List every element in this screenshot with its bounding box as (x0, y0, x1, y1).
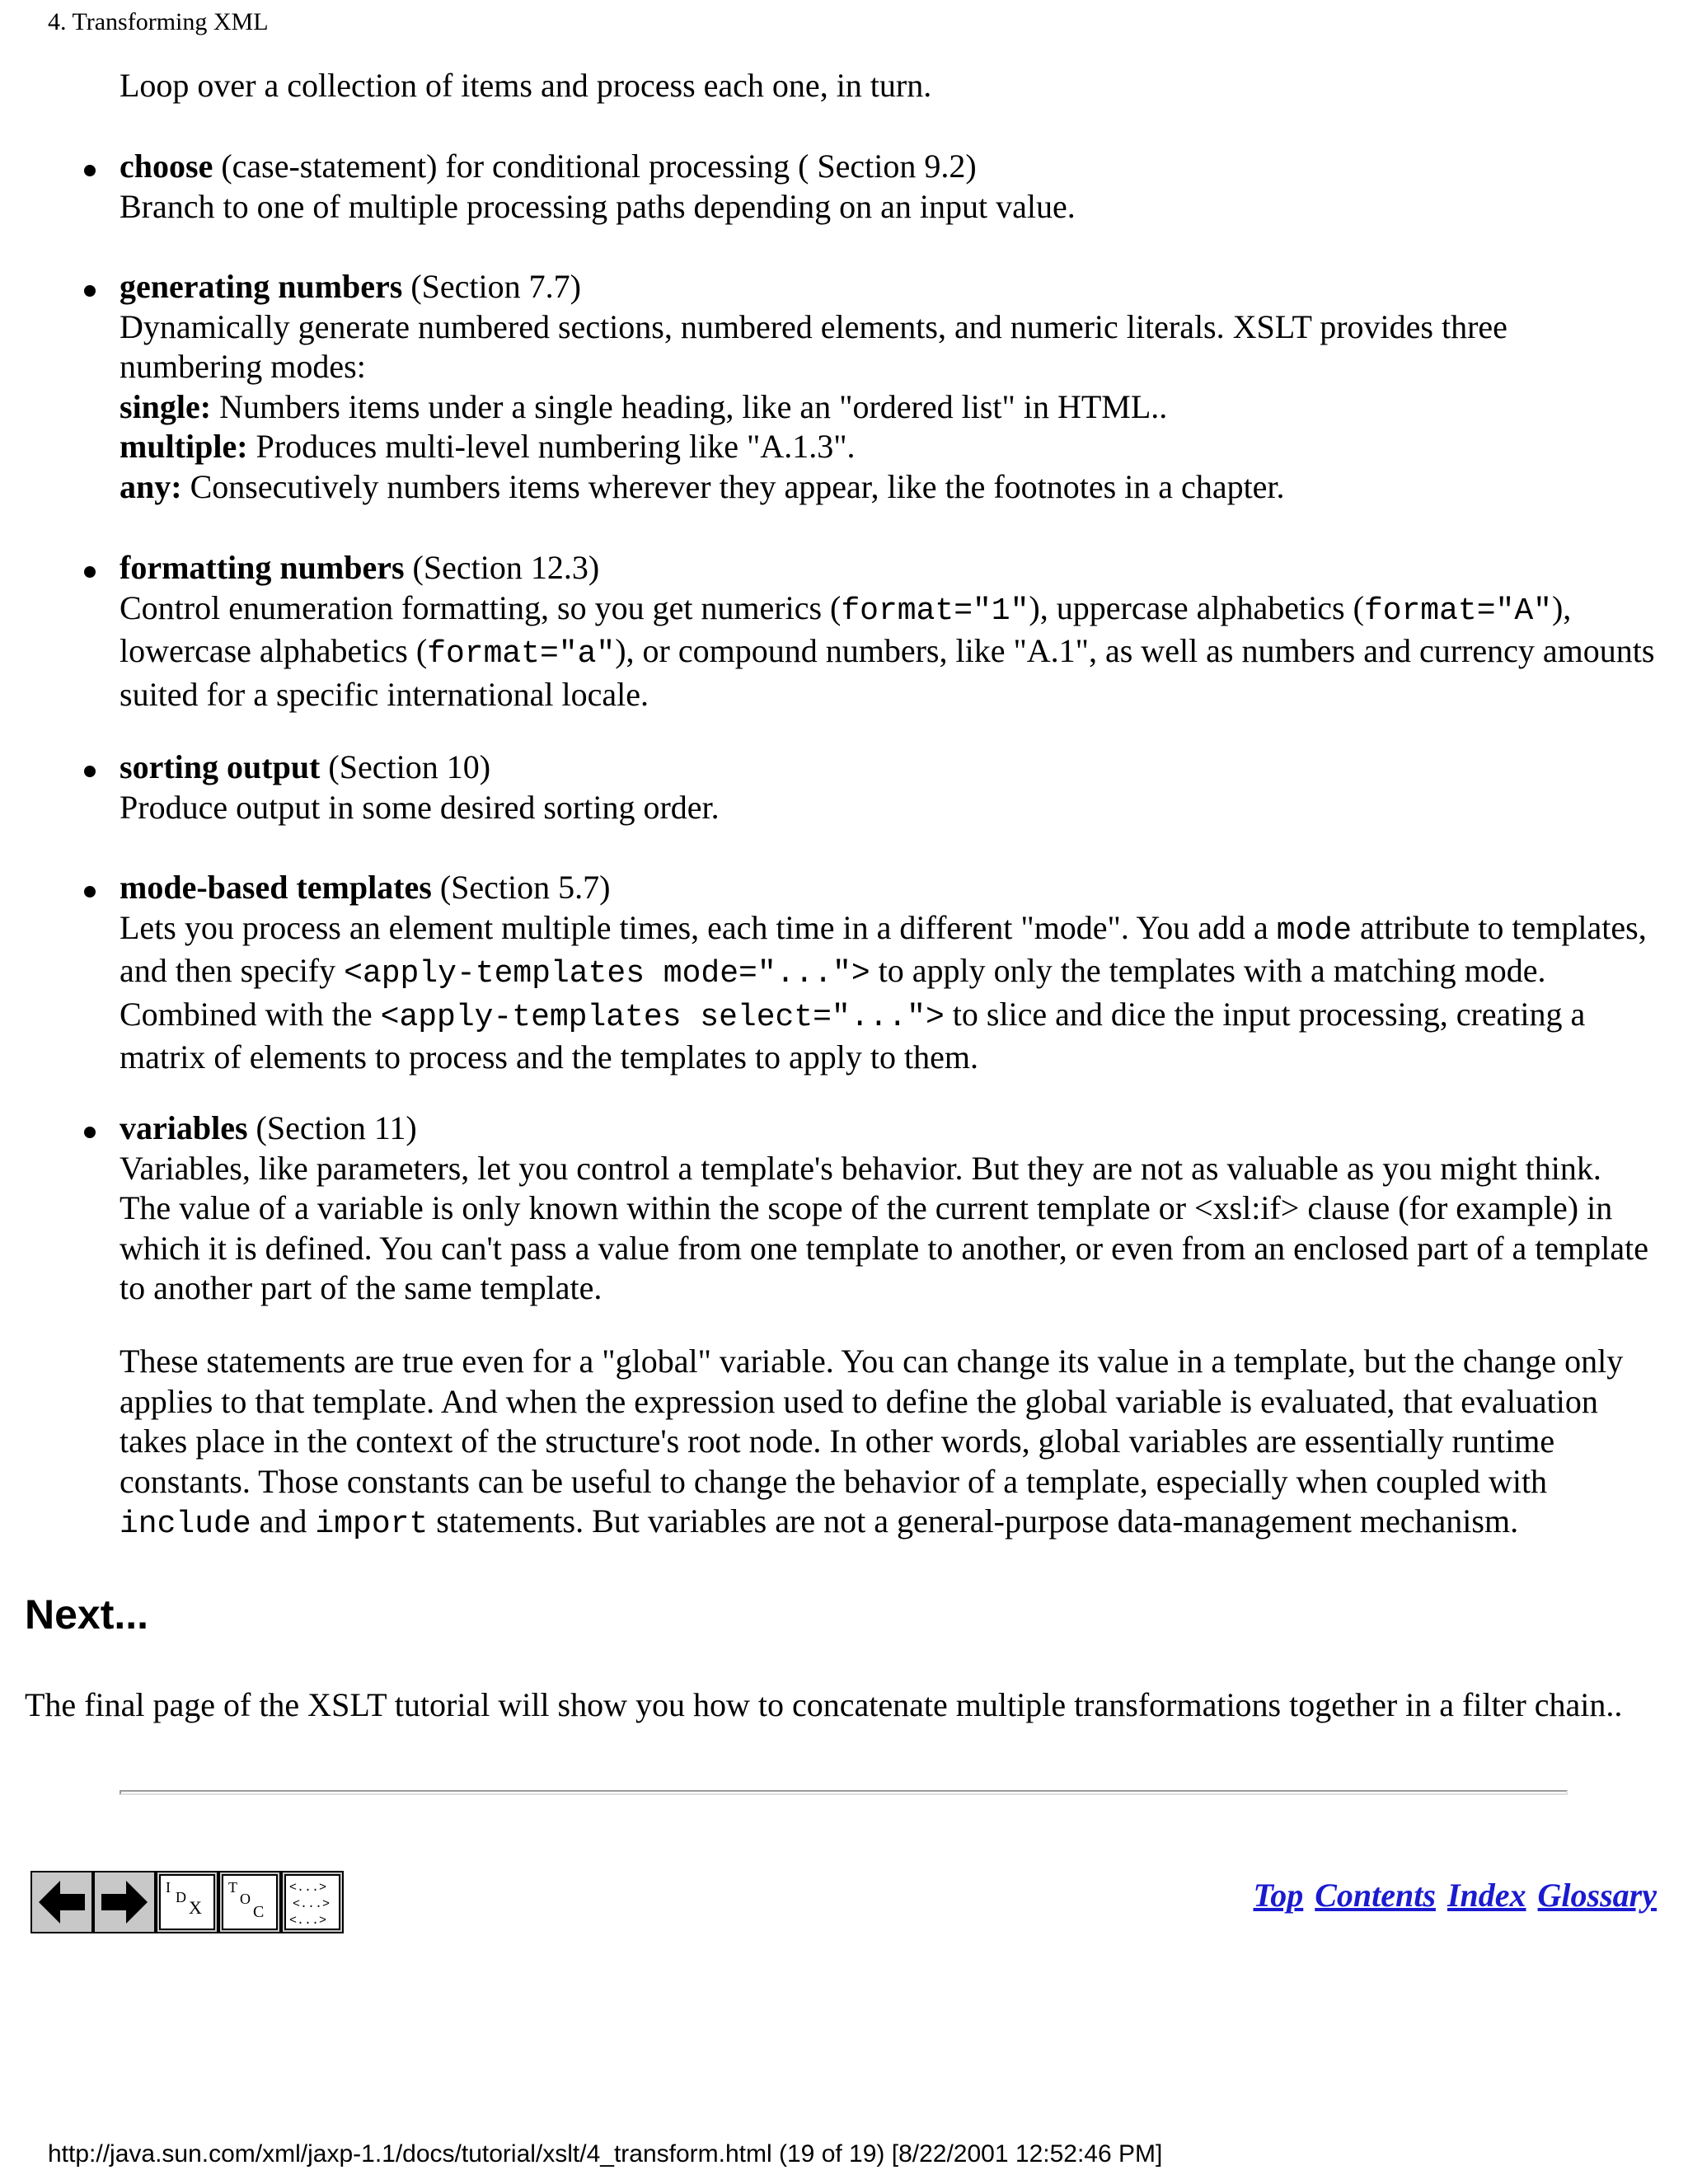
mode-label-any: any: (120, 467, 182, 505)
item-text: ), uppercase alphabetics ( (1029, 588, 1364, 626)
mode-text-multiple: Produces multi-level numbering like "A.1.3". (247, 428, 856, 465)
item-term: formatting numbers (120, 549, 405, 586)
bullet (84, 566, 96, 578)
item-ref: (Section 10) (320, 748, 491, 785)
item-ref: (case-statement) for conditional processing ( Section 9.2) (213, 148, 977, 185)
item-text: ), lowercase alphabetics ( (120, 588, 1572, 669)
item-ref: (Section 7.7) (402, 268, 581, 305)
horizontal-rule (120, 1790, 1568, 1795)
previous-button[interactable] (30, 1871, 93, 1933)
item-text: These statements are true even for a "global" variable. You can change its value in a template, but the change only applies to that template. And when the expression used to define the global variable is evaluated, that evaluation takes place in the context of the structure's root node. In other words, global variables are essentially runtime constants. Those constants can be useful to change the behavior of a template, especially when coupled with (120, 1343, 1624, 1500)
list-item-mode-based-templates (120, 868, 1655, 1078)
toc-button[interactable] (218, 1871, 281, 1933)
page-header-title: 4. Transforming XML (48, 8, 269, 35)
item-term: mode-based templates (120, 869, 432, 906)
mode-label-single: single: (120, 387, 212, 425)
code-snippet: <apply-templates select="..."> (380, 999, 945, 1035)
bullet (84, 766, 96, 777)
link-top[interactable]: Top (1253, 1877, 1304, 1914)
bullet (84, 886, 96, 898)
link-glossary[interactable]: Glossary (1537, 1877, 1657, 1914)
item-term: sorting output (120, 748, 321, 785)
bullet (84, 285, 96, 297)
next-button[interactable] (93, 1871, 156, 1933)
svg-text:<...>: <...> (293, 1897, 331, 1911)
item-text: statements. But variables are not a general-purpose data-management mechanism. (428, 1502, 1519, 1540)
item-ref: (Section 5.7) (431, 869, 611, 906)
code-snippet: mode (1276, 912, 1353, 949)
mode-text-single: Numbers items under a single heading, like an "ordered list" in HTML.. (211, 387, 1168, 425)
variables-paragraph-2 (120, 1342, 1655, 1545)
svg-text:<...>: <...> (289, 1914, 327, 1928)
bullet (84, 165, 96, 176)
item-desc: Dynamically generate numbered sections, numbered elements, and numeric literals. XSLT provides three numbering modes: (120, 307, 1507, 385)
toc-icon (220, 1872, 279, 1932)
svg-text:<...>: <...> (289, 1881, 327, 1895)
item-text: to apply only the templates with a matching mode. Combined with the (120, 952, 1546, 1033)
item-term: variables (120, 1109, 248, 1146)
svg-text:X: X (189, 1897, 202, 1918)
code-snippet: format="a" (427, 636, 616, 672)
next-description: The final page of the XSLT tutorial will show you how to concatenate multiple transformations together in a filter chain.. (25, 1686, 1623, 1723)
item-text: ), or compound numbers, like "A.1", as well as numbers and currency amounts suited for a specific international locale. (120, 632, 1655, 713)
list-item-generating-numbers (120, 267, 1655, 507)
footer-url: http://java.sun.com/xml/jaxp-1.1/docs/tutorial/xslt/4_transform.html (19 of 19) [8/22/2001 12:52:46 PM] (48, 2140, 1163, 2168)
glossary-icon (283, 1872, 342, 1932)
list-item-sorting-output (120, 748, 1655, 827)
loop-description: Loop over a collection of items and process each one, in turn. (120, 67, 932, 104)
code-snippet: include (120, 1507, 251, 1542)
item-text: to slice and dice the input processing, creating a matrix of elements to process and the templates to apply to them. (120, 995, 1586, 1076)
item-desc: Variables, like parameters, let you control a template's behavior. But they are not as valuable as you might think. The value of a variable is only known within the scope of the current template or <xsl:if> clause (for example) in which it is defined. You can't pass a value from one template to another, or even from an enclosed part of a template to another part of the same template. (120, 1149, 1649, 1306)
mode-text-any: Consecutively numbers items wherever they appear, like the footnotes in a chapter. (181, 467, 1285, 505)
code-snippet: format="1" (841, 593, 1029, 629)
list-item-formatting-numbers (120, 548, 1655, 715)
svg-text:D: D (176, 1889, 186, 1905)
next-icon (95, 1872, 154, 1932)
index-icon (157, 1872, 217, 1932)
item-ref: (Section 12.3) (404, 549, 600, 586)
item-term: choose (120, 148, 213, 185)
item-ref: (Section 11) (247, 1109, 417, 1146)
glossary-button[interactable] (281, 1871, 344, 1933)
item-term: generating numbers (120, 268, 403, 305)
nav-button-bar (30, 1871, 344, 1933)
footer-nav-links (1241, 1876, 1657, 1915)
previous-icon (32, 1872, 91, 1932)
mode-label-multiple: multiple: (120, 428, 248, 465)
code-snippet: import (315, 1507, 429, 1542)
svg-text:O: O (240, 1891, 251, 1907)
svg-text:T: T (228, 1879, 237, 1896)
svg-text:I: I (166, 1879, 171, 1896)
index-button[interactable] (156, 1871, 218, 1933)
bullet (84, 1127, 96, 1138)
item-desc: Produce output in some desired sorting order. (120, 788, 720, 826)
svg-text:C: C (253, 1903, 265, 1921)
item-text: Control enumeration formatting, so you get numerics ( (120, 588, 842, 626)
list-item-variables (120, 1108, 1655, 1309)
item-desc: Branch to one of multiple processing paths depending on an input value. (120, 187, 1076, 225)
item-text: Lets you process an element multiple times, each time in a different "mode". You add a (120, 908, 1277, 946)
link-contents[interactable]: Contents (1315, 1877, 1436, 1914)
item-text: and (251, 1502, 316, 1540)
next-heading: Next... (25, 1591, 149, 1638)
item-text: attribute to templates, and then specify (120, 908, 1647, 989)
code-snippet: <apply-templates mode="..."> (344, 956, 870, 991)
link-index[interactable]: Index (1447, 1877, 1526, 1914)
list-item-choose (120, 147, 1655, 227)
code-snippet: format="A" (1363, 593, 1552, 629)
